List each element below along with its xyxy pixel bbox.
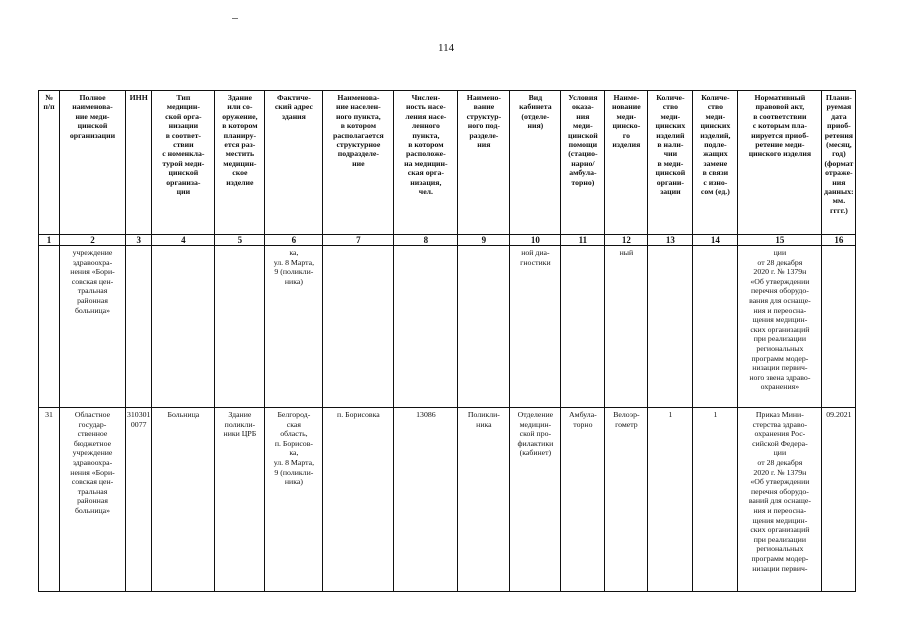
col-header: Количе- ство меди- цинских изделий, подле- жащих замене в связи с изно- сом (ед.) (693, 91, 738, 235)
table-row-continued (39, 246, 856, 408)
row-number-cell: 31 (39, 408, 60, 592)
address-cell: Белгород- ская область, п. Борисов- ка, ул. 8 Марта, 9 (поликли- ника) (265, 408, 323, 592)
table-cell (648, 246, 693, 408)
population-cell: 13086 (394, 408, 458, 592)
device-count-cell: 1 (648, 408, 693, 592)
device-name-cell: Велоэр- гометр (605, 408, 648, 592)
col-header: Условия оказа- ния меди- цинской помощи (стацио- нарно/ амбула- торно) (561, 91, 605, 235)
column-number: 16 (822, 235, 856, 246)
col-header: Плани- руемая дата приоб- ретения (месяц, год) (формат отраже- ния данных: мм. гггг.) (822, 91, 856, 235)
cabinet-type-cell: ной диа- гностики (510, 246, 561, 408)
column-number: 12 (605, 235, 648, 246)
address-cell: ка, ул. 8 Марта, 9 (поликли- ника) (265, 246, 323, 408)
table-cell (458, 246, 510, 408)
col-header: Наименова- ние населен- ного пункта, в котором располагается структурное подразделе- ние (323, 91, 394, 235)
column-number: 2 (60, 235, 126, 246)
table-cell (323, 246, 394, 408)
col-header: Наиме- нование меди- цинско- го изделия (605, 91, 648, 235)
organization-type-cell: Больница (152, 408, 215, 592)
legal-act-cell: Приказ Мини- стерства здраво- охранения Рос- сийской Федера- ции от 28 декабря 2020 г. № 1379н «Об утверждении перечня оборудо- ваний для оснаще- ния и переосна- щения медицин- ских организаций при реализации региональных программ модер- низации первич- (738, 408, 822, 592)
col-header: Здание или со- оружение, в котором планиру- ется раз- местить медицин- ское изделие (215, 91, 265, 235)
replacement-count-cell: 1 (693, 408, 738, 592)
table-cell (215, 246, 265, 408)
table-cell (693, 246, 738, 408)
column-number: 13 (648, 235, 693, 246)
col-header: № п/п (39, 91, 60, 235)
col-header: Наимено- вание структур- ного под- разделе- ния (458, 91, 510, 235)
scan-mark (232, 18, 238, 19)
subdivision-cell: Поликли- ника (458, 408, 510, 592)
column-number: 5 (215, 235, 265, 246)
building-cell: Здание поликли- ники ЦРБ (215, 408, 265, 592)
column-number: 7 (323, 235, 394, 246)
column-number: 10 (510, 235, 561, 246)
table-cell (394, 246, 458, 408)
table-cell (39, 246, 60, 408)
equipment-table (38, 90, 856, 592)
column-number: 1 (39, 235, 60, 246)
inn-cell: 310301 0077 (126, 408, 152, 592)
column-number: 11 (561, 235, 605, 246)
col-header: ИНН (126, 91, 152, 235)
column-number: 9 (458, 235, 510, 246)
care-conditions-cell: Амбула- торно (561, 408, 605, 592)
legal-act-cell: ции от 28 декабря 2020 г. № 1379н «Об утверждении перечня оборудо- вания для оснаще- ния и переосна- щения медицин- ских организаций при реализации региональных программ модер- низации первич- ного звена здраво- охранения» (738, 246, 822, 408)
column-number: 14 (693, 235, 738, 246)
col-header: Тип медицин- ской орга- низации в соответ- ствии с номенкла- турой меди- цинской организа- ции (152, 91, 215, 235)
column-number: 15 (738, 235, 822, 246)
planned-date-cell: 09.2021 (822, 408, 856, 592)
column-number: 6 (265, 235, 323, 246)
table-cell (822, 246, 856, 408)
organization-name-cell: учреждение здравоохра- нения «Бори- совская цен- тральная районная больница» (60, 246, 126, 408)
page-number: 114 (438, 42, 455, 54)
organization-name-cell: Областное государ- ственное бюджетное учреждение здравоохра- нения «Бори- совская цен- тральная районная больница» (60, 408, 126, 592)
col-header: Вид кабинета (отделе- ния) (510, 91, 561, 235)
col-header: Количе- ство меди- цинских изделий в нали- чии в меди- цинской органи- зации (648, 91, 693, 235)
table-cell (152, 246, 215, 408)
column-number: 4 (152, 235, 215, 246)
device-name-cell: ный (605, 246, 648, 408)
table-cell (561, 246, 605, 408)
table-cell (126, 246, 152, 408)
col-header: Полное наименова- ние меди- цинской организации (60, 91, 126, 235)
col-header: Фактиче- ский адрес здания (265, 91, 323, 235)
column-number: 8 (394, 235, 458, 246)
column-number: 3 (126, 235, 152, 246)
cabinet-type-cell: Отделение медицин- ской про- филактики (кабинет) (510, 408, 561, 592)
col-header: Нормативный правовой акт, в соответствии с которым пла- нируется приоб- ретение меди- цинского изделия (738, 91, 822, 235)
column-number-row (39, 235, 856, 246)
header-row (39, 91, 856, 235)
col-header: Числен- ность насе- ления насе- ленного пункта, в котором расположе- на медицин- ская орга- низация, чел. (394, 91, 458, 235)
settlement-cell: п. Борисовка (323, 408, 394, 592)
table-row-31 (39, 408, 856, 592)
